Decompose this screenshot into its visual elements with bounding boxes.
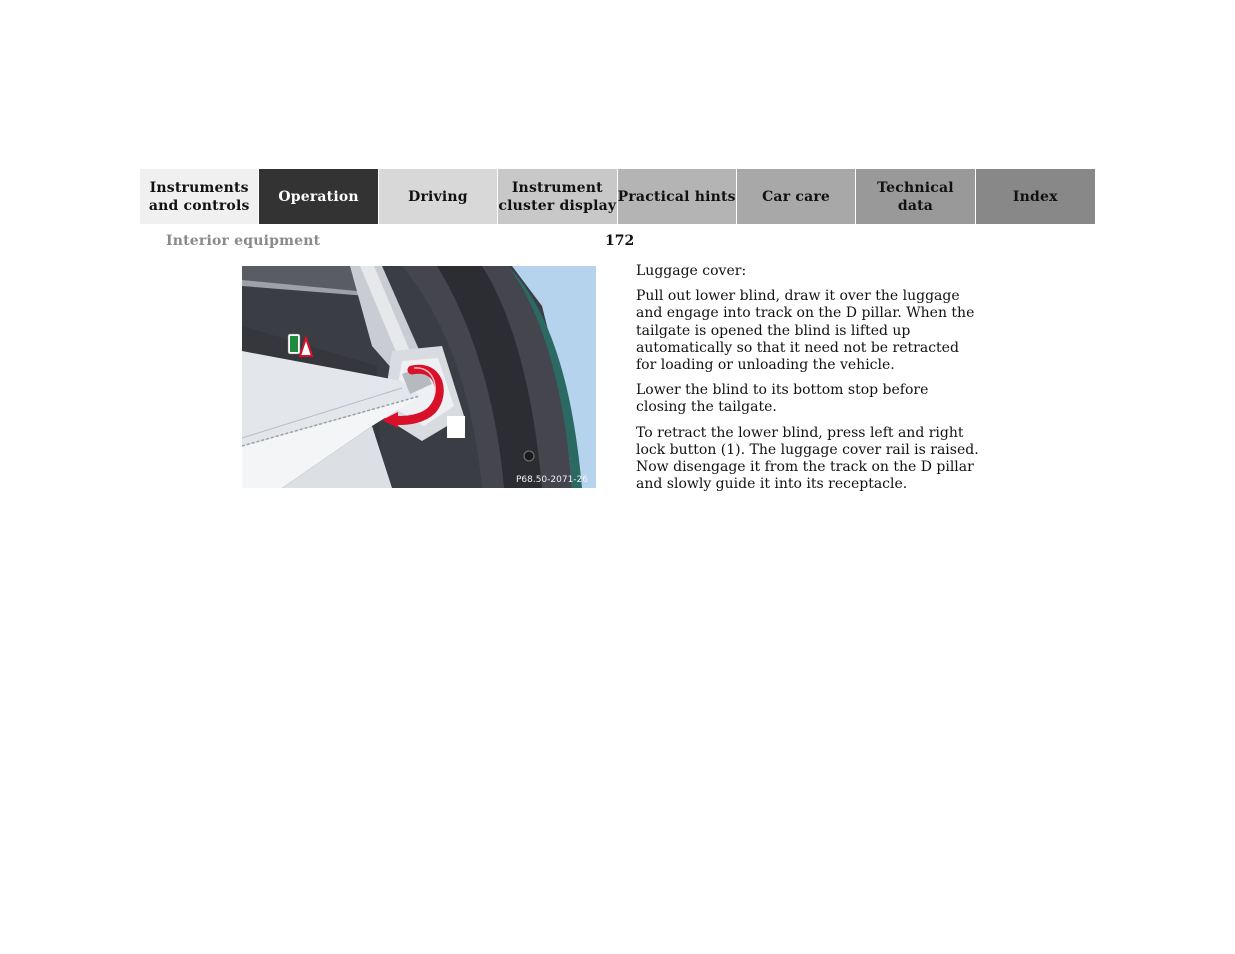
tab-practical-hints[interactable]: Practical hints <box>618 169 737 224</box>
tab-operation[interactable]: Operation <box>259 169 378 224</box>
paragraph-retract: To retract the lower blind, press left and right lock button (1). The luggage cover rail is raised. Now disengage it from the track on the D pillar and slowly guide it into its receptacle. <box>636 424 979 493</box>
tab-instruments-and-controls[interactable]: Instruments and controls <box>140 169 259 224</box>
page-number: 172 <box>605 233 635 249</box>
figure-code: P68.50-2071-26 <box>515 475 588 485</box>
tab-index[interactable]: Index <box>976 169 1095 224</box>
paragraph-heading: Luggage cover: <box>636 263 747 279</box>
luggage-cover-illustration <box>242 266 596 488</box>
tab-driving[interactable]: Driving <box>379 169 498 224</box>
body-text <box>636 263 981 501</box>
tab-instrument-cluster-display[interactable]: Instrument cluster display <box>498 169 617 224</box>
tab-technical-data[interactable]: Technical data <box>856 169 975 224</box>
paragraph-lower-blind: Lower the blind to its bottom stop before closing the tailgate. <box>636 382 929 416</box>
chapter-nav <box>140 169 1095 224</box>
tab-car-care[interactable]: Car care <box>737 169 856 224</box>
section-title: Interior equipment <box>166 233 321 249</box>
paragraph-pull-out: Pull out lower blind, draw it over the luggage and engage into track on the D pillar. When the tailgate is opened the blind is lifted up automatically so that it need not be retracted for loading or unloading the vehicle. <box>636 288 975 374</box>
